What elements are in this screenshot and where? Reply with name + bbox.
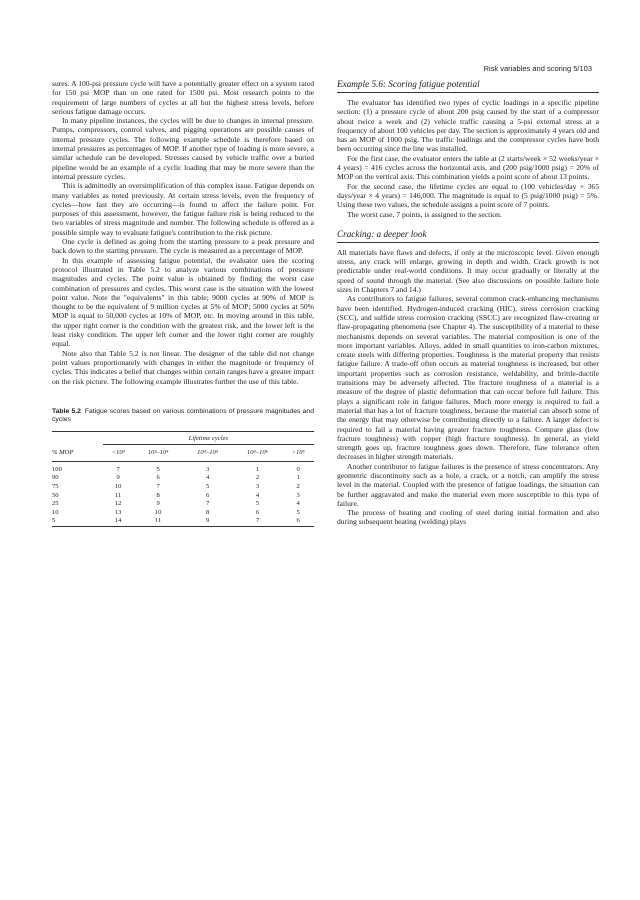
table-row-header: 75	[52, 482, 59, 490]
table-cell: 4	[205, 474, 210, 482]
table-label: Table 5.2	[52, 407, 81, 415]
table-cell: 9	[156, 500, 160, 508]
table-cell: 10	[114, 482, 122, 490]
table-row-header: 10	[52, 508, 59, 516]
table-cell: 7	[156, 482, 160, 490]
table-cell: 8	[156, 491, 160, 499]
table-cell: 3	[296, 491, 300, 499]
table-cell: 4	[255, 491, 260, 499]
table-group-header: Lifetime cycles	[103, 431, 314, 445]
table-row-header: 25	[52, 500, 59, 508]
table-cell: 1	[296, 474, 300, 482]
table-cell: 6	[156, 474, 160, 482]
table-row-header: 50	[52, 491, 59, 499]
table-row	[52, 461, 314, 474]
table-caption-text: Fatigue scores based on various combinations of pressure magnitudes and cycles	[52, 407, 314, 424]
table-group-header-row	[52, 431, 314, 445]
table-cell: 3	[255, 482, 260, 490]
table-cell: 7	[205, 500, 210, 508]
table-caption	[52, 408, 314, 425]
table-cell: 13	[114, 508, 122, 516]
table-row-header: 100	[52, 465, 62, 473]
table-cell: 12	[114, 500, 122, 508]
table-cell: 3	[205, 465, 210, 473]
table-column-header: 10³–10⁴	[147, 449, 169, 457]
body-paragraph: Another contributor to fatigue failures is the presence of stress concentrators. Any geometric discontinuity such as a hole, a crack, or a notch, can amplify the stress level in the material. Coupled with the presence of fatigue loadings, the situation can be further aggravated and make the material even more susceptible to this type of failure.	[337, 461, 599, 508]
body-paragraph: The worst case, 7 points, is assigned to the section.	[347, 209, 502, 219]
table-column-header: 10⁵–10⁶	[246, 449, 268, 457]
table-cell: 7	[255, 517, 260, 525]
body-paragraph: One cycle is defined as going from the starting pressure to a peak pressure and back down to the starting pressure. The cycle is measured as a percentage of MOP.	[52, 237, 314, 256]
table-cell: 10	[154, 508, 162, 516]
table-body	[52, 461, 314, 526]
table-cell: 2	[296, 482, 300, 490]
fatigue-scores-table	[52, 431, 314, 527]
body-paragraph: The evaluator has identified two types of cyclic loadings in a specific pipeline section: (1) a pressure cycle of about 200 psig caused by the start of a compressor about twice a week and (2) vehicle traffic causing a 5-psi external stress at a frequency of about 100 vehicles per day. The section is approximately 4 years old and has an MOP of 1000 psig. The traffic loadings and the compressor cycles have both been occurring since the line was installed.	[337, 98, 599, 154]
table-cell: 1	[255, 465, 260, 473]
table-cell: 5	[296, 508, 300, 516]
table-cell: 5	[156, 465, 160, 473]
table-cell: 0	[296, 465, 300, 473]
body-paragraph: sures. A 100-psi pressure cycle will have a potentially greater effect on a system rated for 150 psi MOP than on one rated for 1500 psi. Most research points to the requirement of large numbers of cycles at all but the highest stress levels, before serious fatigue damage occurs.	[52, 79, 314, 116]
body-paragraph: For the first case, the evaluator enters the table at (2 starts/week × 52 weeks/year × 4 years) = 416 cycles across the horizontal axis, and (200 psig/1000 psig) = 20% of MOP on the vertical axis. This combination yields a point score of about 13 points.	[337, 153, 599, 182]
body-paragraph: For the second case, the lifetime cycles are equal to (100 vehicles/day × 365 days/year × 4 years) = 146,000. The magnitude is equal to (5 psig/1000 psig) = 5%. Using these two values, the schedule assigns a point score of 7 points.	[337, 181, 599, 210]
body-paragraph: The process of heating and cooling of steel during initial formation and also during subsequent heating (welding) plays	[337, 508, 599, 527]
body-paragraph: Note also that Table 5.2 is not linear. The designer of the table did not change point values proportionately with changes in either the magnitude or frequency of cycles. This indicates a belief that changes within certain ranges have a greater impact on the risk picture. The following example illustrates further the use of this table.	[52, 348, 314, 386]
table-row-header: 5	[52, 517, 56, 525]
left-column	[52, 79, 314, 527]
table-column-header: 10⁴–10⁵	[197, 449, 219, 457]
table-cell: 11	[114, 491, 122, 499]
body-paragraph: In this example of assessing fatigue potential, the evaluator uses the scoring protocol illustrated in Table 5.2 to analyze various combinations of pressure magnitudes and cycles. The point value is obtained by finding the worst case combination of pressures and cycles. This worst case is the situation with the lowest point value. Note the "equivalents" in this table; 9000 cycles at 90% of MOP is thought to be the equivalent of 9 million cycles at 5% of MOP; 5000 cycles at 50% MOP is equal to 50,000 cycles at 10% of MOP, etc. In moving around in this table, the upper right corner is the condition with the greatest risk, and the lower left is the least risky condition. The upper left corner and the lower right corner are roughly equal.	[52, 255, 314, 349]
section-heading: Cracking: a deeper look	[337, 229, 599, 243]
table-cell: 9	[205, 517, 210, 525]
table-column-header-row	[52, 445, 314, 462]
body-paragraph: As contributors to fatigue failures, several common crack-enhancing mechanisms have been identified. Hydrogen-induced cracking (HIC), stress corrosion cracking (SCC), and sulfide stress corrosion cracking (SSCC) are recognized flaw-creating or flaw-propagating phenomena (see Chapter 4). The susceptibility of a material to these mechanisms depends on several variables. The material composition is one of the more important variables. Alloys, added in small quantities to iron-carbon mixtures, create steels with differing properties. Toughness is the material property that resists fatigue failure. A trade-off often occurs as material toughness is increased, but other important properties such as corrosion resistance, weldability, and brittle-ductile transitions may be adversely affected. The fracture toughness of a material is a measure of the degree of plastic deformation that can occur before full failure. This plays a significant role in fatigue failures. Much more energy is required to fail a material that has a lot of fracture toughness, because the material can absorb some of the energy that may otherwise be contributing directly to a failure. A larger defect is required to fail a material having greater fracture toughness. Compare glass (low fracture toughness) with copper (high fracture toughness). In general, as yield strength goes up, fracture toughness goes down. Therefore, flaw tolerance often decreases in higher strength materials.	[337, 294, 599, 462]
table-cell: 6	[296, 517, 300, 525]
table-row	[52, 500, 314, 509]
table-column-header: >10⁶	[291, 449, 305, 457]
table-cell: 7	[116, 465, 120, 473]
table-cell: 9	[116, 474, 120, 482]
body-paragraph: In many pipeline instances, the cycles will be due to changes in internal pressure. Pumps, compressors, control valves, and pigging operations are possible causes of internal pressure cycles. The following example schedule is therefore based on internal pressures as percentages of MOP. If another type of loading is more severe, a similar schedule can be developed. Stresses caused by vehicle traffic over a buried pipeline would be an example of a cyclic loading that may be more severe than the internal pressure cycles.	[52, 116, 314, 181]
body-paragraph: All materials have flaws and defects, if only at the microscopic level. Given enough stress, any crack will enlarge, growing in depth and width. Crack growth is not predictable under real-world conditions. It may occur gradually or literally at the speed of sound through the material. (See also discussions on possible failure hole sizes in Chapters 7 and 14.)	[337, 247, 599, 295]
body-paragraph: This is admittedly an oversimplification of this complex issue. Fatigue depends on many variables as noted previously. At certain stress levels, even the frequency of cycles—how fast they are occurring—is found to affect the failure point. For purposes of this assessment, however, the fatigue failure risk is being reduced to the two variables of stress magnitude and number. The following schedule is offered as a possible simple way to evaluate fatigue's contribution to the risk picture.	[52, 181, 314, 237]
table-cell: 6	[205, 491, 210, 499]
table-row	[52, 474, 314, 483]
table-row	[52, 492, 314, 501]
running-header: Risk variables and scoring 5/103	[483, 64, 592, 73]
table-cell: 4	[296, 500, 300, 508]
table-row	[52, 517, 314, 526]
right-column	[337, 79, 599, 527]
table-cell: 14	[114, 517, 122, 525]
table-column-header: % MOP	[52, 448, 74, 456]
table-row	[52, 509, 314, 518]
table-cell: 2	[255, 474, 260, 482]
table-column-header: <10³	[111, 449, 125, 457]
table-cell: 5	[205, 482, 210, 490]
table-row	[52, 483, 314, 492]
example-heading: Example 5.6: Scoring fatigue potential	[337, 79, 599, 93]
table-cell: 5	[255, 500, 260, 508]
table-cell: 6	[255, 508, 260, 516]
table-cell: 8	[205, 508, 210, 516]
table-row-header: 90	[52, 474, 59, 482]
table-cell: 11	[154, 517, 162, 525]
